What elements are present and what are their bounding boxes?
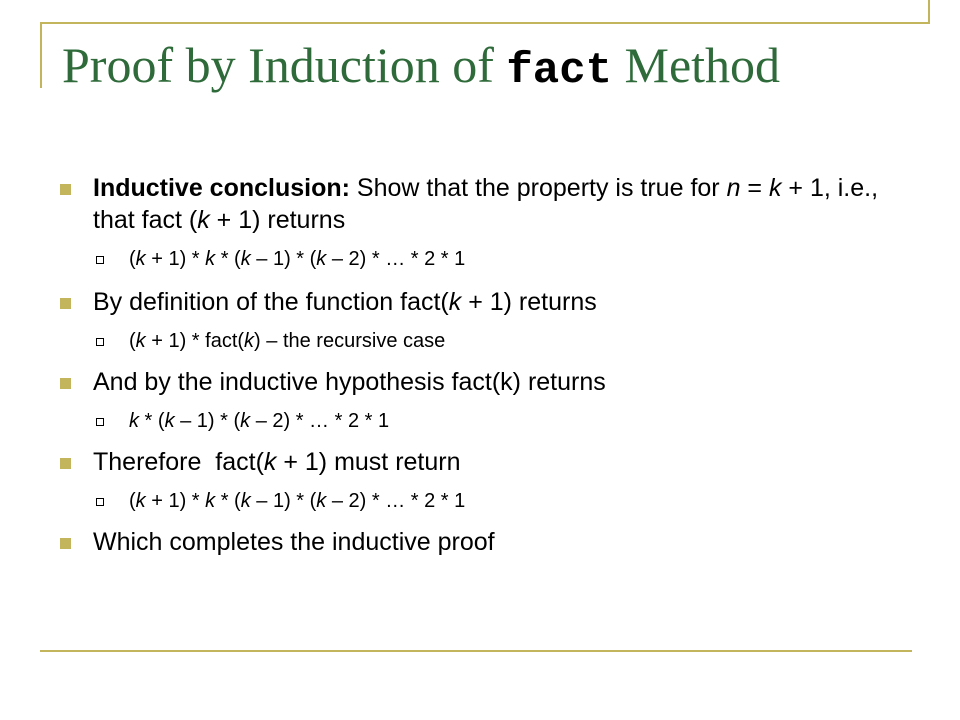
sub-bullet-conclusion-formula [60,246,890,272]
text-run: + 1) * [145,490,206,512]
var-k: k [205,490,216,512]
var-k: k [316,248,327,270]
title-code: fact [506,46,613,96]
text-run: = [740,174,769,202]
text-run: – 1) * ( [250,248,317,270]
text-run: – 1) * ( [250,490,317,512]
text-run: + 1) returns [209,206,346,234]
text-run: Therefore fact( [93,448,264,476]
sub-bullet-therefore-formula [60,488,890,514]
sub-bullet-recursive-case [60,328,890,354]
text-run: + 1) * [145,248,206,270]
hollow-square-bullet-icon [96,256,104,264]
text-run: Show that the property is true for [349,174,727,202]
var-n: n [726,174,741,202]
text-run: Which completes the inductive proof [93,528,495,556]
frame-bottom-rule [40,650,912,652]
hollow-square-bullet-icon [96,498,104,506]
var-k: k [135,490,146,512]
slide-title [62,30,942,106]
var-k: k [244,330,255,352]
var-k: k [316,490,327,512]
bullet-inductive-conclusion [60,172,890,236]
text-run: + 1) returns [461,288,597,316]
text-run: + 1, i.e., that fact ( [93,174,879,234]
var-k: k [768,174,782,202]
var-k: k [240,410,251,432]
text-run: – 2) * … * 2 * 1 [250,410,390,432]
square-bullet-icon [60,298,71,309]
text-run: ) – the recursive case [254,330,446,352]
text-run: – 2) * … * 2 * 1 [326,248,466,270]
inductive-conclusion-label: Inductive conclusion: [93,174,350,202]
var-k: k [135,330,146,352]
frame-left-rule [40,22,42,88]
sub-bullet-hypothesis-formula [60,408,890,434]
var-k: k [164,410,175,432]
text-run: And by the inductive hypothesis fact(k) returns [93,368,606,396]
text-run: * ( [215,490,241,512]
text-run: – 2) * … * 2 * 1 [326,490,466,512]
slide-content [60,172,890,558]
var-k: k [129,410,139,432]
text-run: ( [129,490,136,512]
text-run: * ( [215,248,241,270]
title-suffix: Method [612,37,781,93]
square-bullet-icon [60,184,71,195]
var-k: k [197,206,210,234]
frame-right-rule [928,0,930,24]
var-k: k [205,248,216,270]
bullet-completes-proof [60,526,890,558]
bullet-inductive-hypothesis [60,366,890,398]
var-k: k [240,248,251,270]
title-prefix: Proof by Induction of [62,37,507,93]
square-bullet-icon [60,378,71,389]
text-run: * ( [139,410,165,432]
bullet-by-definition [60,286,890,318]
frame-top-rule [40,22,930,24]
var-k: k [448,288,462,316]
text-run: ( [129,248,136,270]
square-bullet-icon [60,458,71,469]
text-run: + 1) must return [276,448,461,476]
var-k: k [135,248,146,270]
var-k: k [240,490,251,512]
text-run: – 1) * ( [174,410,241,432]
text-run: ( [129,330,136,352]
hollow-square-bullet-icon [96,418,104,426]
square-bullet-icon [60,538,71,549]
text-run: By definition of the function fact( [93,288,449,316]
var-k: k [263,448,277,476]
text-run: + 1) * fact( [145,330,245,352]
bullet-therefore [60,446,890,478]
hollow-square-bullet-icon [96,338,104,346]
